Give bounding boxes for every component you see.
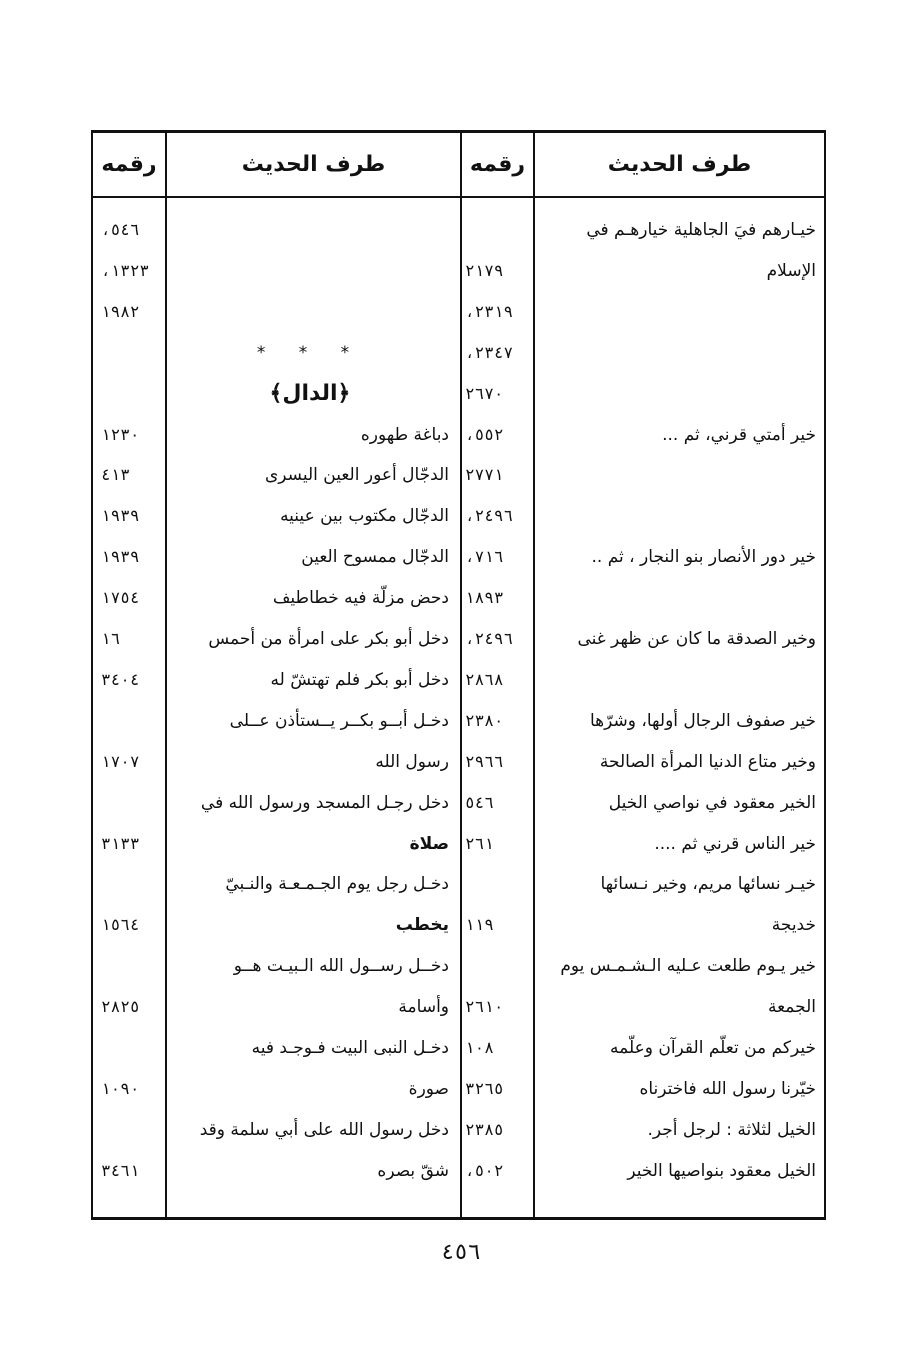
hadith-number-left: ٣٤٦١ [101, 1160, 140, 1180]
table-row [93, 904, 824, 946]
hadith-number-left: ٣٤٠٤ [101, 669, 140, 689]
table-row [93, 577, 824, 619]
hadith-index-table [91, 130, 826, 1220]
hadith-number-left: ١٢٣٠ [101, 424, 140, 444]
hadith-text-right: خديجة [771, 915, 816, 936]
hadith-number-left: ١٠٩٠ [101, 1078, 140, 1098]
hadith-text-left: دخـل النبى البيت فـوجـد فيه [251, 1038, 449, 1058]
hadith-text-left: يخطب [395, 915, 449, 936]
hadith-text-left: رسول الله [375, 751, 449, 772]
hadith-number-left [101, 373, 161, 415]
hadith-text-right: خيـر نسائها مريم، وخير نـسائها [600, 874, 816, 895]
table-row [93, 659, 824, 701]
page-number: ٤٥٦ [441, 1240, 481, 1265]
hadith-number-right: ٧١٦، [465, 547, 504, 567]
hadith-text-right [541, 332, 816, 374]
header-number-right: رقمه [469, 152, 526, 177]
hadith-number-right [465, 945, 530, 987]
hadith-number-right: ٢٣١٩، [465, 301, 514, 321]
table-row [93, 1150, 824, 1192]
hadith-number-left [101, 945, 161, 987]
hadith-text-right: خير الناس قرني ثم .... [654, 833, 816, 854]
hadith-text-left: دخل أبو بكر فلم تهتشّ له [270, 669, 449, 690]
hadith-number-left [101, 700, 161, 742]
hadith-text-right [541, 454, 816, 496]
hadith-text-left: * * * [256, 342, 364, 363]
hadith-text-right [541, 495, 816, 537]
hadith-text-left: وأسامة [398, 997, 449, 1018]
hadith-number-right: ١٠٨ [465, 1038, 494, 1057]
hadith-text-left: ﴿الدال﴾ [269, 380, 351, 406]
hadith-text-left: الدجّال ممسوح العين [301, 547, 449, 568]
hadith-text-left: دخل رجـل المسجد ورسول الله في [200, 792, 449, 813]
table-row [93, 700, 824, 742]
hadith-number-right: ٢٨٦٨ [465, 669, 504, 689]
hadith-text-right: الخيل معقود بنواصيها الخير [627, 1160, 816, 1181]
hadith-text-left: دخل رسول الله على أبي سلمة وقد [199, 1119, 449, 1140]
hadith-number-left: ١٩٣٩ [101, 506, 140, 526]
header-hadith-left: طرف الحديث [241, 152, 386, 177]
hadith-text-right: خير صفوف الرجال أولها، وشرّها [590, 710, 816, 731]
hadith-text-right: خيـارهم فيَ الجاهلية خيارهـم في [586, 220, 816, 240]
hadith-number-left: ٤١٣ [101, 465, 130, 485]
hadith-number-right [465, 863, 530, 905]
hadith-text-left [171, 250, 449, 292]
table-row [93, 373, 824, 415]
table-row [93, 536, 824, 578]
hadith-number-right: ٥٤٦ [465, 792, 494, 812]
table-row [93, 741, 824, 783]
hadith-number-right: ٢١٧٩ [465, 260, 504, 280]
hadith-text-right [541, 659, 816, 701]
hadith-number-right: ٢٣٨٠ [465, 710, 504, 730]
hadith-text-left [171, 209, 449, 251]
table-row [93, 823, 824, 865]
hadith-text-left: دخـل أبــو بكــر يــستأذن عــلى [229, 710, 449, 731]
table-row [93, 1109, 824, 1151]
hadith-text-left: صورة [408, 1078, 449, 1099]
header-hadith-right: طرف الحديث [607, 152, 752, 177]
hadith-number-right: ١١٩ [465, 915, 494, 935]
hadith-text-right [541, 373, 816, 415]
hadith-number-right: ٢٣٤٧، [465, 342, 514, 362]
table-row [93, 495, 824, 537]
table-row [93, 332, 824, 374]
hadith-number-right: ٢٣٨٥ [465, 1119, 504, 1139]
hadith-number-left [101, 863, 161, 905]
hadith-number-right: ٢٤٩٦، [465, 506, 514, 526]
hadith-text-left: الدجّال مكتوب بين عينيه [280, 506, 449, 527]
hadith-text-right: خيركم من تعلّم القرآن وعلّمه [610, 1038, 816, 1058]
hadith-text-left [171, 291, 449, 333]
hadith-number-left: ١٧٥٤ [101, 588, 140, 608]
hadith-number-left: ١٦ [101, 629, 121, 648]
hadith-number-left [101, 1027, 161, 1069]
table-row [93, 454, 824, 496]
hadith-text-right: خيّرنا رسول الله فاخترناه [639, 1078, 816, 1099]
hadith-number-right: ٥٥٢، [465, 424, 504, 444]
hadith-text-right: الخير معقود في نواصي الخيل [608, 792, 816, 813]
hadith-text-left: دباغة طهوره [360, 424, 449, 445]
hadith-text-right: الجمعة [767, 997, 816, 1018]
table-row [93, 250, 824, 292]
hadith-number-left: ١٣٢٣، [101, 260, 150, 280]
hadith-number-right: ٢٤٩٦، [465, 629, 514, 648]
table-row [93, 414, 824, 456]
table-row [93, 863, 824, 905]
hadith-text-left: الدجّال أعور العين اليسرى [265, 465, 449, 486]
hadith-text-right [541, 291, 816, 333]
hadith-number-right: ٥٠٢، [465, 1160, 504, 1180]
hadith-text-right: وخير متاع الدنيا المرأة الصالحة [599, 751, 816, 772]
hadith-number-right: ٢٦١ [465, 833, 494, 853]
hadith-text-right: خير دور الأنصار بنو النجار ، ثم .. [591, 547, 816, 568]
hadith-text-left: دخـل رجل يوم الجـمـعـة والنـبيّ [225, 874, 449, 895]
hadith-text-left: دخل أبو بكر على امرأة من أحمس [208, 629, 449, 649]
hadith-number-left: ١٧٠٧ [101, 751, 140, 771]
table-row [93, 618, 824, 660]
hadith-number-left [101, 782, 161, 824]
hadith-number-right [465, 209, 530, 251]
hadith-number-left: ٣١٣٣ [101, 833, 140, 853]
hadith-text-left: صلاة [409, 833, 449, 854]
table-row [93, 209, 824, 251]
table-row [93, 291, 824, 333]
hadith-text-left: شقّ بصره [377, 1160, 449, 1181]
hadith-number-left: ١٥٦٤ [101, 915, 140, 935]
header-divider [93, 196, 824, 198]
hadith-text-right: وخير الصدقة ما كان عن ظهر غنى [577, 629, 816, 649]
header-number-left: رقمه [101, 152, 157, 177]
hadith-text-right [541, 577, 816, 619]
hadith-number-left: ٢٨٢٥ [101, 997, 140, 1017]
hadith-text-left: دخــل رســول الله الـبيـت هــو [233, 956, 449, 977]
hadith-text-right: الخيل لثلاثة : لرجل أجر. [647, 1119, 816, 1140]
table-row [93, 945, 824, 987]
hadith-number-left: ١٩٨٢ [101, 301, 140, 321]
hadith-text-left: دحض مزلّة فيه خطاطيف [272, 588, 449, 609]
hadith-number-left [101, 1109, 161, 1151]
hadith-number-right: ٢٩٦٦ [465, 751, 504, 771]
hadith-number-right: ٢٦١٠ [465, 997, 504, 1017]
hadith-number-left [101, 332, 161, 374]
hadith-number-left: ٥٤٦، [101, 220, 140, 239]
hadith-text-right: خير يـوم طلعت عـليه الـشـمـس يوم [560, 956, 816, 977]
table-row [93, 782, 824, 824]
hadith-text-right: الإسلام [766, 260, 816, 281]
table-row [93, 1068, 824, 1110]
table-row [93, 1027, 824, 1069]
hadith-number-right: ١٨٩٣ [465, 588, 504, 608]
hadith-number-right: ٣٢٦٥ [465, 1078, 504, 1098]
hadith-number-left: ١٩٣٩ [101, 547, 140, 567]
hadith-number-right: ٢٦٧٠ [465, 383, 504, 403]
hadith-text-right: خير أمتي قرني، ثم ... [662, 424, 816, 445]
hadith-number-right: ٢٧٧١ [465, 465, 504, 485]
table-row [93, 986, 824, 1028]
